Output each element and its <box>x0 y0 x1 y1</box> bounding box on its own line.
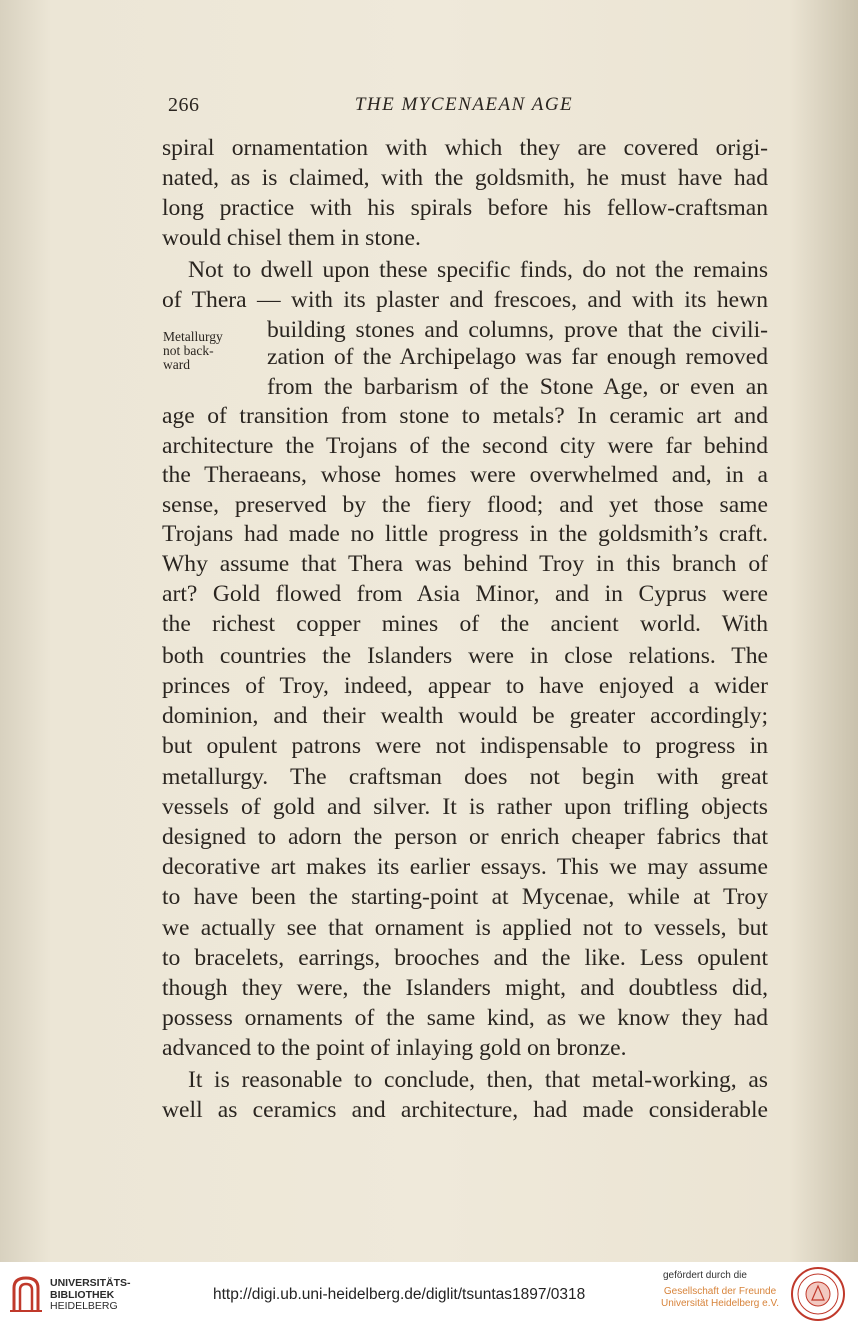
permalink-url[interactable]: http://digi.ub.uni-heidelberg.de/diglit/tsuntas1897/0318 <box>213 1286 586 1303</box>
library-logo-icon <box>8 1274 44 1314</box>
text-line: art? Gold flowed from Asia Minor, and in Cyprus were <box>162 581 768 607</box>
text-line: from the barbarism of the Stone Age, or even an <box>267 374 768 400</box>
text-line: age of transition from stone to metals? In ceramic art and <box>162 403 768 429</box>
running-title: THE MYCENAEAN AGE <box>354 94 574 115</box>
library-name-line: HEIDELBERG <box>50 1300 118 1312</box>
library-name-line: UNIVERSITÄTS- <box>50 1277 131 1289</box>
text-line: zation of the Archipelago was far enough removed <box>267 344 768 370</box>
text-line: both countries the Islanders were in close relations. The <box>162 643 768 669</box>
text-line: would chisel them in stone. <box>162 225 421 251</box>
text-line: It is reasonable to conclude, then, that metal-working, as <box>188 1067 768 1093</box>
text-line: decorative art makes its earlier essays. This we may assume <box>162 854 768 880</box>
text-line: the Theraeans, whose homes were overwhelmed and, in a <box>162 462 768 488</box>
university-seal-icon <box>790 1266 846 1322</box>
text-line: designed to adorn the person or enrich cheaper fabrics that <box>162 824 768 850</box>
text-line: to have been the starting-point at Mycenae, while at Troy <box>162 884 768 910</box>
text-line: possess ornaments of the same kind, as we know they had <box>162 1005 768 1031</box>
text-line: metallurgy. The craftsman does not begin with great <box>162 764 768 790</box>
library-name <box>50 1278 131 1313</box>
library-name-line: BIBLIOTHEK <box>50 1288 115 1301</box>
text-line: Trojans had made no little progress in the goldsmith’s craft. <box>162 521 768 547</box>
margin-note-line: not back- <box>163 343 214 358</box>
text-line: Why assume that Thera was behind Troy in this branch of <box>162 551 768 577</box>
text-line: well as ceramics and architecture, had made considerable <box>162 1097 768 1123</box>
text-line: but opulent patrons were not indispensable to progress in <box>162 733 768 759</box>
text-line: though they were, the Islanders might, and doubtless did, <box>162 975 768 1001</box>
society-name-line: Universität Heidelberg e.V. <box>660 1298 780 1309</box>
society-name-line: Gesellschaft der Freunde <box>663 1286 777 1297</box>
running-head <box>160 94 768 124</box>
text-line: architecture the Trojans of the second city were far behind <box>162 433 768 459</box>
text-line: we actually see that ornament is applied not to vessels, but <box>162 915 768 941</box>
text-line: nated, as is claimed, with the goldsmith, he must have had <box>162 165 768 191</box>
margin-note-line: Metallurgy <box>163 329 223 344</box>
text-line: the richest copper mines of the ancient world. With <box>162 611 768 637</box>
society-name <box>660 1286 780 1310</box>
text-line: building stones and columns, prove that the civili- <box>267 317 768 343</box>
text-line: advanced to the point of inlaying gold on bronze. <box>162 1035 627 1061</box>
funded-by-label: gefördert durch die <box>663 1270 747 1281</box>
text-line: vessels of gold and silver. It is rather upon trifling objects <box>162 794 768 820</box>
margin-note <box>163 330 263 372</box>
text-line: Not to dwell upon these specific finds, do not the remains <box>188 257 768 283</box>
text-line: long practice with his spirals before his fellow-craftsman <box>162 195 768 221</box>
margin-note-line: ward <box>163 357 190 372</box>
text-line: spiral ornamentation with which they are covered origi- <box>162 135 768 161</box>
text-line: of Thera — with its plaster and frescoes, and with its hewn <box>162 287 768 313</box>
text-line: dominion, and their wealth would be greater accordingly; <box>162 703 768 729</box>
text-line: princes of Troy, indeed, appear to have enjoyed a wider <box>162 673 768 699</box>
digitization-footer <box>0 1262 858 1326</box>
page-number: 266 <box>168 94 200 116</box>
text-line: to bracelets, earrings, brooches and the like. Less opulent <box>162 945 768 971</box>
text-line: sense, preserved by the fiery flood; and yet those same <box>162 492 768 518</box>
